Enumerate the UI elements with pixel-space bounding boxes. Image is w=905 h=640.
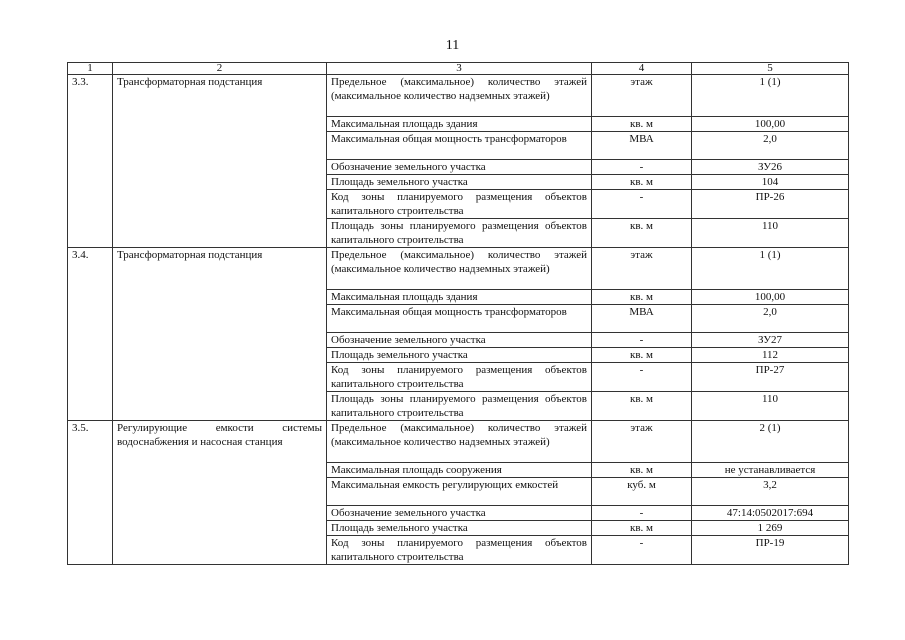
unit-of-measure: - bbox=[592, 363, 692, 392]
parameter-name: Максимальная площадь здания bbox=[327, 290, 592, 305]
parameter-name: Код зоны планируемого размещения объектов капитального строительства bbox=[327, 363, 592, 392]
parameter-name: Максимальная емкость регулирующих емкостей bbox=[327, 478, 592, 506]
unit-of-measure: этаж bbox=[592, 75, 692, 117]
parameter-value: ЗУ27 bbox=[692, 333, 849, 348]
unit-of-measure: кв. м bbox=[592, 392, 692, 421]
parameter-value: 47:14:0502017:694 bbox=[692, 506, 849, 521]
unit-of-measure: кв. м bbox=[592, 521, 692, 536]
parameter-value: ПР-19 bbox=[692, 536, 849, 565]
parameter-value: 112 bbox=[692, 348, 849, 363]
unit-of-measure: - bbox=[592, 536, 692, 565]
item-number: 3.3. bbox=[68, 75, 113, 248]
table-row bbox=[68, 421, 849, 463]
parameter-name: Площадь земельного участка bbox=[327, 348, 592, 363]
unit-of-measure: этаж bbox=[592, 248, 692, 290]
parameter-name: Код зоны планируемого размещения объектов капитального строительства bbox=[327, 536, 592, 565]
unit-of-measure: кв. м bbox=[592, 290, 692, 305]
parameter-name: Предельное (максимальное) количество этажей (максимальное количество надземных этажей) bbox=[327, 421, 592, 463]
unit-of-measure: кв. м bbox=[592, 348, 692, 363]
parameter-value: 2 (1) bbox=[692, 421, 849, 463]
column-number: 3 bbox=[327, 63, 592, 75]
parameter-value: 1 (1) bbox=[692, 248, 849, 290]
parameter-name: Максимальная общая мощность трансформаторов bbox=[327, 305, 592, 333]
column-number-row bbox=[68, 63, 849, 75]
page-number: 11 bbox=[445, 38, 460, 53]
parameter-value: не устанавливается bbox=[692, 463, 849, 478]
parameter-value: ЗУ26 bbox=[692, 160, 849, 175]
unit-of-measure: кв. м bbox=[592, 117, 692, 132]
unit-of-measure: кв. м bbox=[592, 463, 692, 478]
parameter-name: Площадь земельного участка bbox=[327, 521, 592, 536]
parameter-value: 1 269 bbox=[692, 521, 849, 536]
item-number: 3.4. bbox=[68, 248, 113, 421]
object-name: Трансформаторная подстанция bbox=[113, 248, 327, 421]
parameter-name: Площадь зоны планируемого размещения объектов капитального строительства bbox=[327, 392, 592, 421]
unit-of-measure: МВА bbox=[592, 305, 692, 333]
parameter-name: Предельное (максимальное) количество этажей (максимальное количество надземных этажей) bbox=[327, 248, 592, 290]
unit-of-measure: - bbox=[592, 190, 692, 219]
parameter-name: Площадь земельного участка bbox=[327, 175, 592, 190]
parameter-value: ПР-27 bbox=[692, 363, 849, 392]
parameter-value: 110 bbox=[692, 219, 849, 248]
parameter-name: Обозначение земельного участка bbox=[327, 160, 592, 175]
parameter-name: Площадь зоны планируемого размещения объектов капитального строительства bbox=[327, 219, 592, 248]
unit-of-measure: - bbox=[592, 333, 692, 348]
parameter-name: Максимальная площадь сооружения bbox=[327, 463, 592, 478]
parameter-value: 2,0 bbox=[692, 305, 849, 333]
parameter-value: 2,0 bbox=[692, 132, 849, 160]
unit-of-measure: МВА bbox=[592, 132, 692, 160]
object-name: Регулирующие емкости системы водоснабжения и насосная станция bbox=[113, 421, 327, 565]
parameter-name: Обозначение земельного участка bbox=[327, 333, 592, 348]
unit-of-measure: кв. м bbox=[592, 175, 692, 190]
unit-of-measure: куб. м bbox=[592, 478, 692, 506]
parameter-name: Максимальная общая мощность трансформаторов bbox=[327, 132, 592, 160]
parameter-value: 104 bbox=[692, 175, 849, 190]
parameter-value: 3,2 bbox=[692, 478, 849, 506]
parameter-name: Обозначение земельного участка bbox=[327, 506, 592, 521]
unit-of-measure: - bbox=[592, 160, 692, 175]
unit-of-measure: этаж bbox=[592, 421, 692, 463]
parameter-name: Максимальная площадь здания bbox=[327, 117, 592, 132]
parameter-value: 100,00 bbox=[692, 290, 849, 305]
parameter-value: 100,00 bbox=[692, 117, 849, 132]
parameters-table-body bbox=[68, 63, 849, 565]
column-number: 4 bbox=[592, 63, 692, 75]
parameter-value: 110 bbox=[692, 392, 849, 421]
unit-of-measure: - bbox=[592, 506, 692, 521]
table-row bbox=[68, 248, 849, 290]
item-number: 3.5. bbox=[68, 421, 113, 565]
parameter-name: Предельное (максимальное) количество этажей (максимальное количество надземных этажей) bbox=[327, 75, 592, 117]
parameters-table bbox=[67, 62, 849, 565]
column-number: 2 bbox=[113, 63, 327, 75]
table-row bbox=[68, 75, 849, 117]
column-number: 5 bbox=[692, 63, 849, 75]
column-number: 1 bbox=[68, 63, 113, 75]
object-name: Трансформаторная подстанция bbox=[113, 75, 327, 248]
parameter-value: ПР-26 bbox=[692, 190, 849, 219]
parameter-name: Код зоны планируемого размещения объектов капитального строительства bbox=[327, 190, 592, 219]
parameter-value: 1 (1) bbox=[692, 75, 849, 117]
unit-of-measure: кв. м bbox=[592, 219, 692, 248]
